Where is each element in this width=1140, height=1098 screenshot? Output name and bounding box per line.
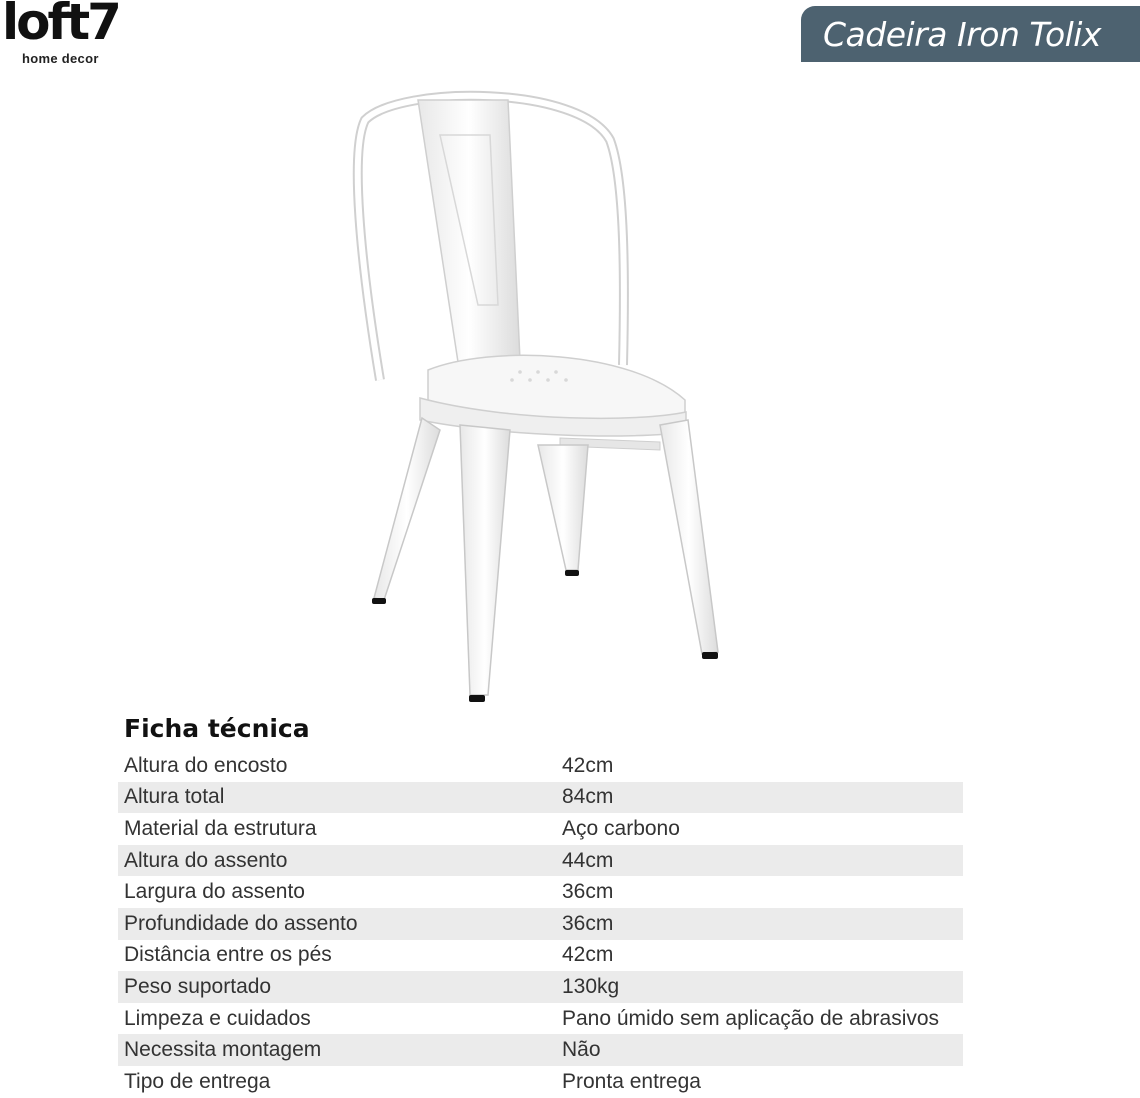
spec-row [118,940,963,972]
spec-row [118,1066,963,1098]
spec-row [118,1003,963,1035]
spec-row [118,750,963,782]
spec-row [118,845,963,877]
spec-label: Necessita montagem [124,1038,322,1062]
spec-row [118,971,963,1003]
brand-tagline: home decor [22,51,99,66]
spec-value: 130kg [562,974,620,998]
spec-row [118,813,963,845]
spec-value: 42cm [562,753,614,777]
spec-label: Altura total [124,785,225,809]
spec-sheet-heading: Ficha técnica [124,714,310,743]
metal-chair-icon [340,80,740,710]
spec-label: Material da estrutura [124,816,317,840]
spec-label: Altura do assento [124,848,288,872]
spec-value: 44cm [562,848,614,872]
spec-label: Limpeza e cuidados [124,1006,311,1030]
spec-value: 84cm [562,785,614,809]
spec-value: Não [562,1038,601,1062]
brand-name: loft7 [2,0,119,51]
spec-value: Pronta entrega [562,1069,701,1093]
spec-label: Largura do assento [124,880,305,904]
spec-label: Altura do encosto [124,753,288,777]
spec-row [118,1034,963,1066]
spec-row [118,782,963,814]
spec-label: Tipo de entrega [124,1069,271,1093]
spec-table [118,750,963,1098]
spec-row [118,876,963,908]
spec-row [118,908,963,940]
spec-label: Peso suportado [124,974,272,998]
spec-value: 36cm [562,880,614,904]
product-title: Cadeira Iron Tolix [823,14,1101,54]
product-title-banner [801,6,1140,62]
spec-label: Distância entre os pés [124,943,332,967]
brand-logo [2,0,142,70]
spec-label: Profundidade do assento [124,911,358,935]
spec-value: 36cm [562,911,614,935]
spec-value: Pano úmido sem aplicação de abrasivos [562,1006,940,1030]
spec-value: Aço carbono [562,816,680,840]
spec-value: 42cm [562,943,614,967]
